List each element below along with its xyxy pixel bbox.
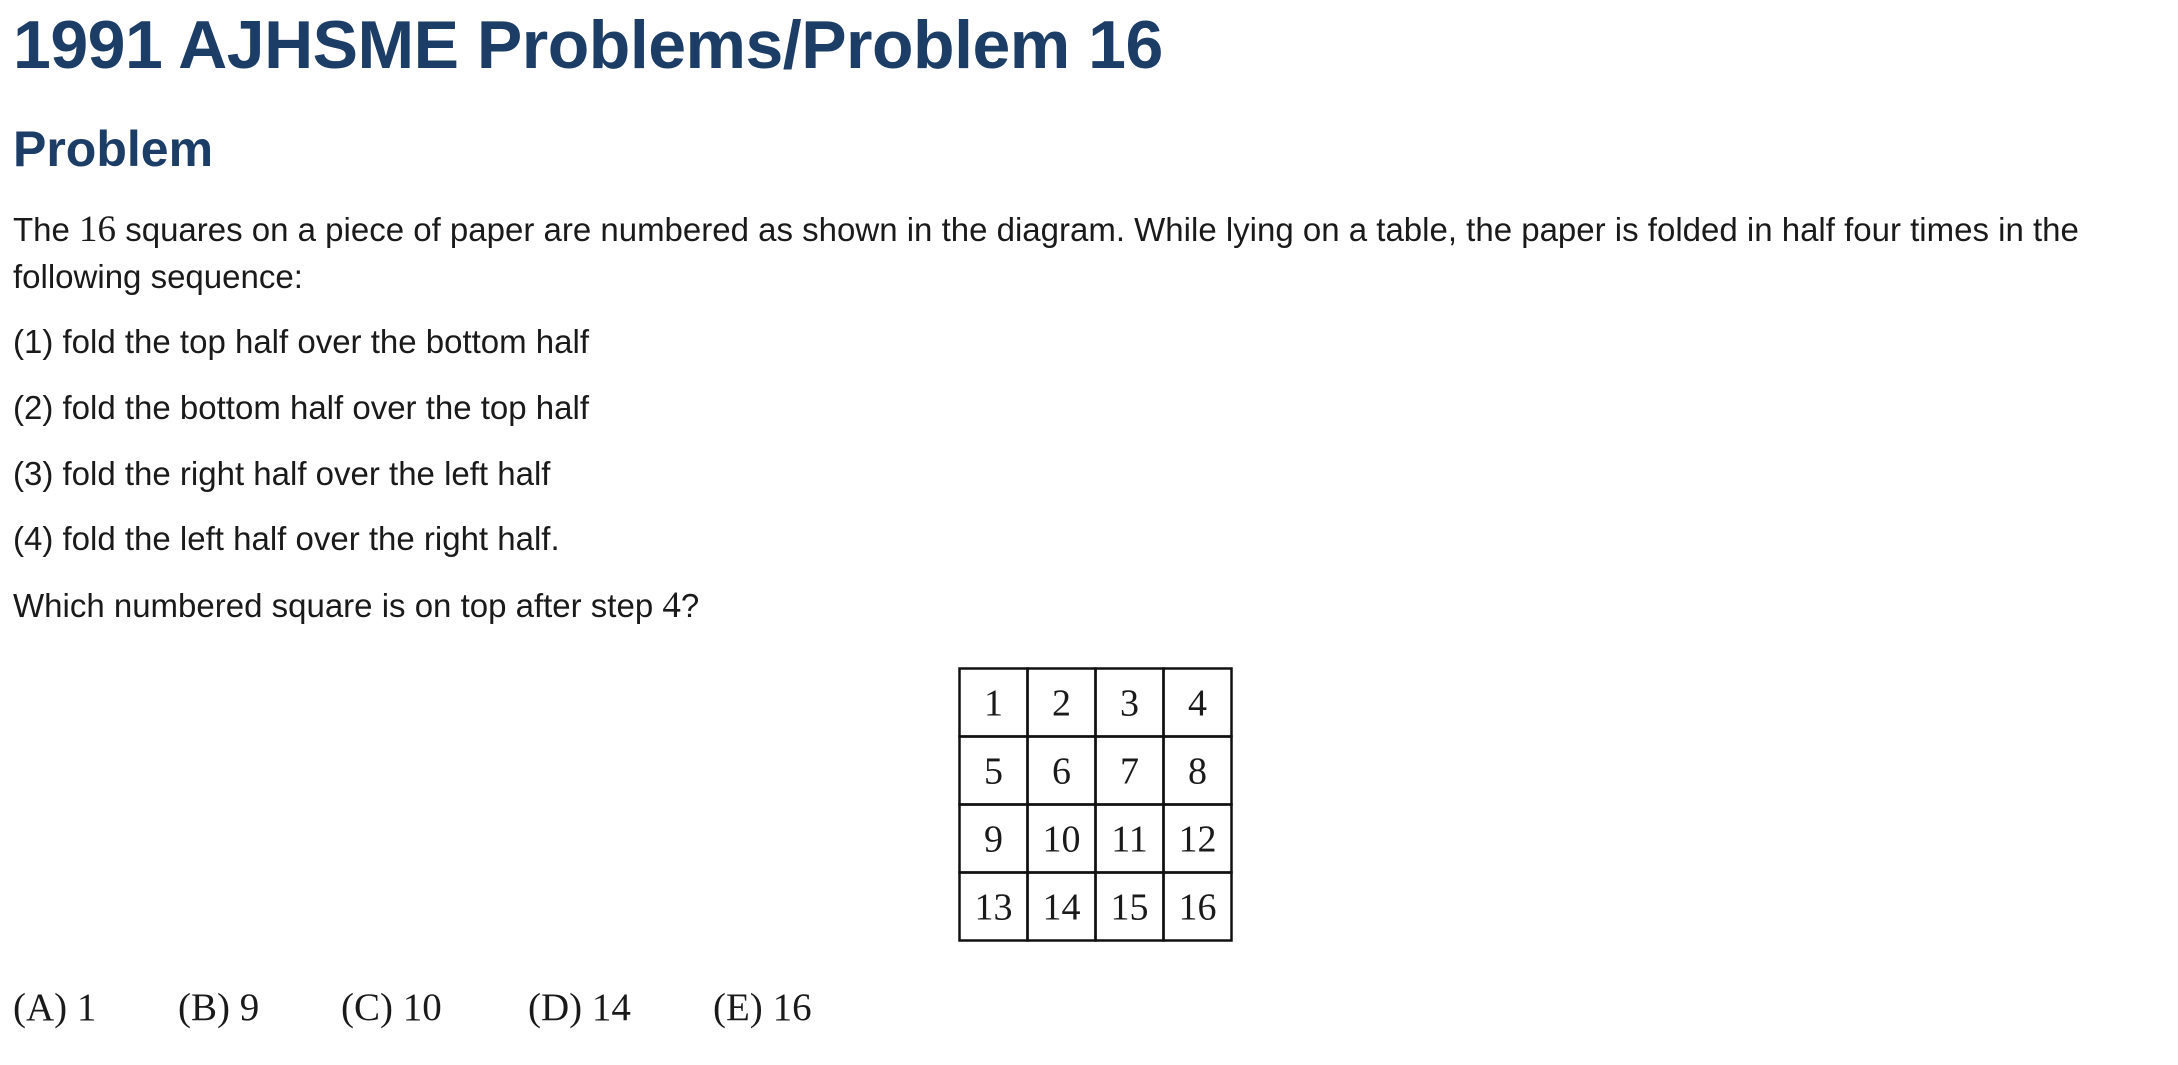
grid-cell-number: 9	[984, 818, 1003, 861]
problem-question	[13, 582, 699, 629]
grid-cell-number: 3	[1120, 682, 1139, 725]
fold-step-1: (1) fold the top half over the bottom half	[13, 323, 590, 360]
intro-math-number: 16	[79, 209, 117, 250]
choice-b-value: 9	[239, 986, 260, 1029]
grid-cell-number: 16	[1178, 886, 1217, 929]
choice-c-value: 10	[402, 986, 442, 1029]
question-math-number: 4	[662, 585, 681, 626]
choice-c-label: (C)	[341, 986, 393, 1029]
choice-e	[713, 985, 812, 1030]
grid-cell-number: 10	[1042, 818, 1081, 861]
grid-cell-number: 13	[974, 886, 1013, 929]
question-text-after: ?	[680, 587, 700, 624]
choice-d-value: 14	[591, 986, 631, 1029]
grid-cell-number: 8	[1188, 750, 1207, 793]
grid-cell-number: 12	[1178, 818, 1217, 861]
grid-svg	[958, 667, 1233, 942]
grid-cell-number: 5	[984, 750, 1003, 793]
intro-text-before: The	[13, 211, 80, 248]
intro-text-after: squares on a piece of paper are numbered as shown in the diagram. While lying on a table, the paper is folded in half four times in the following sequence:	[13, 211, 2079, 295]
fold-step-3: (3) fold the right half over the left half	[13, 455, 551, 492]
section-heading-problem: Problem	[13, 121, 214, 177]
page-title: 1991 AJHSME Problems/Problem 16	[13, 7, 1163, 83]
choice-e-label: (E)	[713, 986, 763, 1029]
question-text-before: Which numbered square is on top after step	[13, 587, 663, 624]
grid-cell-number: 6	[1052, 750, 1071, 793]
choice-b-label: (B)	[178, 986, 230, 1029]
choice-a-value: 1	[76, 986, 97, 1029]
grid-cell-number: 4	[1188, 682, 1207, 725]
choice-a	[13, 985, 96, 1030]
choice-a-label: (A)	[13, 986, 68, 1029]
choice-d-label: (D)	[528, 986, 583, 1029]
problem-intro	[13, 206, 2153, 300]
fold-step-2: (2) fold the bottom half over the top half	[13, 389, 590, 426]
numbered-squares-diagram	[958, 667, 1233, 942]
grid-cell-number: 7	[1120, 750, 1139, 793]
choice-e-value: 16	[772, 986, 812, 1029]
grid-cell-number: 15	[1110, 886, 1149, 929]
grid-cell-number: 11	[1111, 818, 1148, 861]
choice-b	[178, 985, 259, 1030]
choice-c	[341, 985, 442, 1030]
choice-d	[528, 985, 631, 1030]
fold-step-4: (4) fold the left half over the right half.	[13, 520, 560, 557]
grid-cell-number: 1	[984, 682, 1003, 725]
grid-cell-number: 2	[1052, 682, 1071, 725]
grid-cell-number: 14	[1042, 886, 1081, 929]
